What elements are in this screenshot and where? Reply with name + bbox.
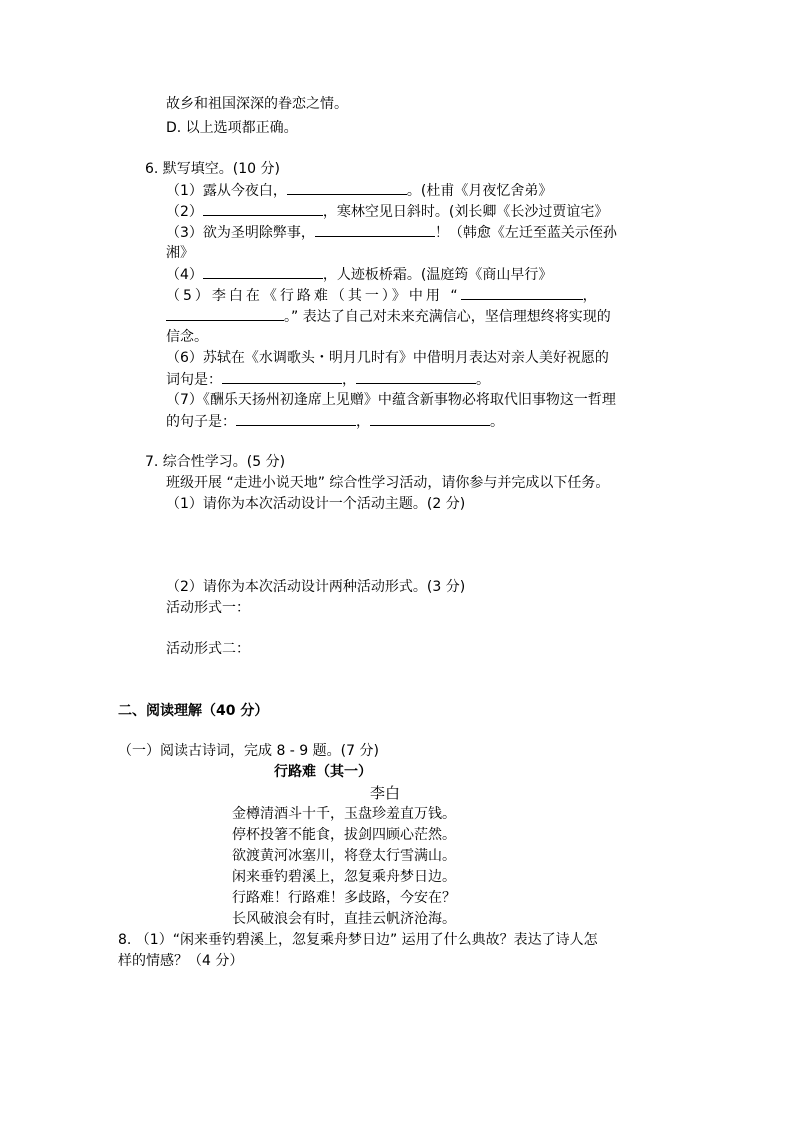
q6-title: 6. 默写填空。(10 分) — [145, 161, 280, 177]
poem-author: 李白 — [370, 784, 401, 802]
option-d: D. 以上选项都正确。 — [166, 120, 298, 136]
q6-item-5-end: 信念。 — [166, 329, 208, 345]
q6-item-6-cont: 词句是： ， 。 — [166, 369, 490, 390]
activity-form-2: 活动形式二： — [166, 641, 250, 657]
blank-4[interactable] — [203, 264, 323, 279]
option-c-continuation: 故乡和祖国深深的眷恋之情。 — [166, 96, 348, 112]
poem-line: 欲渡黄河冰塞川，将登太行雪满山。 — [232, 848, 456, 864]
q6-item-1: （1）露从今夜白， 。(杜甫《月夜忆舍弟》 — [166, 180, 552, 201]
poem-line: 金樽清酒斗十千，玉盘珍羞直万钱。 — [232, 806, 456, 822]
blank-1[interactable] — [287, 180, 407, 195]
blank-6b[interactable] — [356, 369, 476, 384]
q6-item-3: （3）欲为圣明除弊事， ！（韩愈《左迁至蓝关示侄孙 — [166, 222, 617, 243]
q6-item-4: （4） ，人迹板桥霜。(温庭筠《商山早行》 — [166, 264, 552, 285]
blank-6a[interactable] — [222, 369, 342, 384]
q6-item-6: （6）苏轼在《水调歌头・明月几时有》中借明月表达对亲人美好祝愿的 — [166, 350, 609, 366]
poem-title: 行路难（其一） — [274, 764, 372, 780]
q6-item-7: （7）《酬乐天扬州初逢席上见赠》中蕴含新事物必将取代旧事物这一哲理 — [166, 392, 616, 408]
q6-item-3-cont: 湘》 — [166, 245, 194, 261]
section-heading: 二、阅读理解（40 分） — [118, 703, 269, 719]
q7-part-2: （2）请你为本次活动设计两种活动形式。(3 分) — [166, 579, 466, 595]
blank-7a[interactable] — [236, 411, 356, 426]
q6-item-2: （2） ，寒林空见日斜时。(刘长卿《长沙过贾谊宅》 — [166, 201, 608, 222]
q6-item-5-cont: 。” 表达了自己对未来充满信心，坚信理想终将实现的 — [166, 306, 611, 327]
q8-line-1: 8. （1）“闲来垂钓碧溪上，忽复乘舟梦日边” 运用了什么典故？表达了诗人怎 — [118, 932, 598, 948]
q6-item-5: （5）李白在《行路难（其一）》中用 “ ， — [166, 285, 597, 306]
poem-line: 停杯投箸不能食，拔剑四顾心茫然。 — [232, 827, 456, 843]
blank-2[interactable] — [203, 201, 323, 216]
poem-line: 长风破浪会有时，直挂云帆济沧海。 — [232, 911, 456, 927]
q8-line-2: 样的情感？（4 分） — [118, 953, 244, 969]
blank-5b[interactable] — [166, 306, 284, 321]
blank-5a[interactable] — [461, 285, 583, 300]
activity-form-1: 活动形式一： — [166, 600, 250, 616]
q7-part-1: （1）请你为本次活动设计一个活动主题。(2 分) — [166, 496, 466, 512]
q7-title: 7. 综合性学习。(5 分) — [145, 454, 286, 470]
section-sub-1: （一）阅读古诗词，完成 8 - 9 题。(7 分) — [118, 743, 379, 759]
poem-line: 闲来垂钓碧溪上，忽复乘舟梦日边。 — [232, 869, 456, 885]
blank-7b[interactable] — [370, 411, 490, 426]
poem-line: 行路难！行路难！多歧路，今安在？ — [232, 890, 456, 906]
blank-3[interactable] — [315, 222, 435, 237]
q7-intro: 班级开展 “走进小说天地” 综合性学习活动，请你参与并完成以下任务。 — [166, 475, 610, 491]
q6-item-7-cont: 的句子是： ， 。 — [166, 411, 504, 432]
